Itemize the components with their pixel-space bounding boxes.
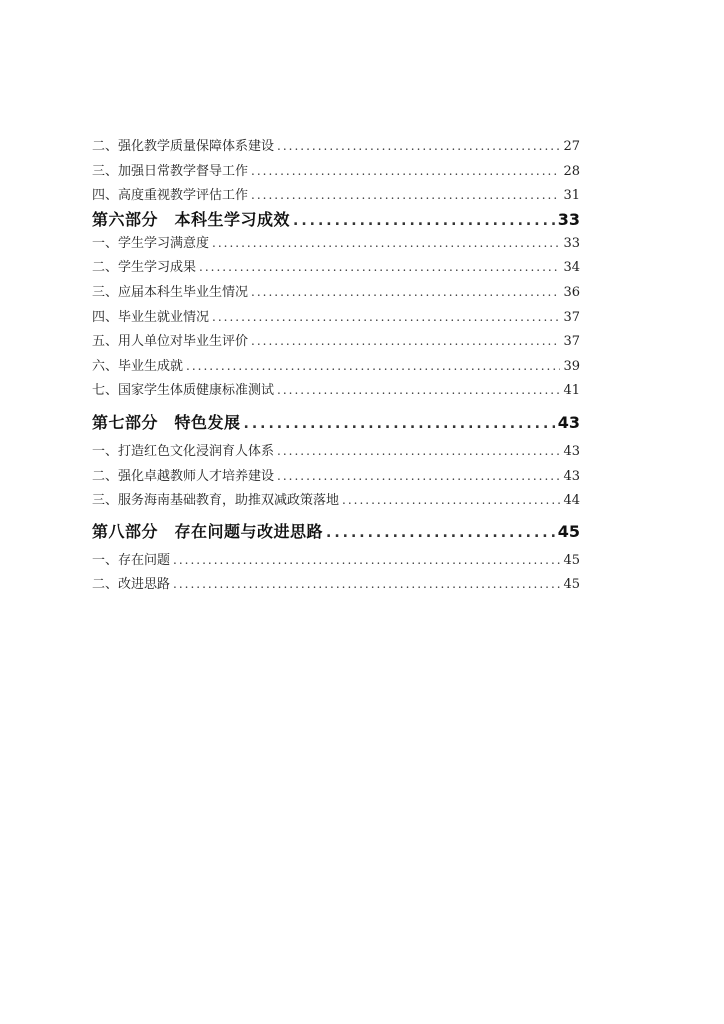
toc-entry-page: 44 xyxy=(563,493,580,509)
section-title: 第六部分 本科生学习成效 xyxy=(92,209,291,229)
toc-entry-title: 一、打造红色文化浸润育人体系 xyxy=(92,443,275,459)
dot-leader xyxy=(173,572,560,597)
toc-entry-title: 七、国家学生体质健康标准测试 xyxy=(92,383,275,399)
dot-leader xyxy=(244,410,555,438)
toc-entry-page: 37 xyxy=(563,309,580,325)
dot-leader xyxy=(326,519,555,547)
dot-leader xyxy=(251,159,560,184)
toc-entry[interactable] xyxy=(92,159,580,184)
toc-entry[interactable] xyxy=(92,572,580,597)
toc-entry[interactable] xyxy=(92,464,580,489)
toc-entry[interactable] xyxy=(92,439,580,464)
dot-leader xyxy=(212,305,560,330)
dot-leader xyxy=(251,280,560,305)
toc-entry[interactable] xyxy=(92,231,580,256)
toc-entry[interactable] xyxy=(92,134,580,159)
toc-entry[interactable] xyxy=(92,329,580,354)
toc-entry[interactable] xyxy=(92,378,580,403)
toc-entry-page: 31 xyxy=(563,188,580,204)
toc-entry-page: 28 xyxy=(563,163,580,179)
dot-leader xyxy=(293,210,555,233)
toc-section-heading[interactable] xyxy=(92,518,580,546)
dot-leader xyxy=(173,548,560,573)
section-page: 45 xyxy=(557,521,580,541)
toc-entry[interactable] xyxy=(92,548,580,573)
section-page: 33 xyxy=(557,209,580,229)
toc-section-heading[interactable] xyxy=(92,208,580,231)
toc-entry[interactable] xyxy=(92,305,580,330)
dot-leader xyxy=(277,439,560,464)
dot-leader xyxy=(251,329,560,354)
toc-entry-title: 二、学生学习成果 xyxy=(92,260,197,276)
toc-entry[interactable] xyxy=(92,280,580,305)
dot-leader xyxy=(342,488,560,513)
toc-section-heading[interactable] xyxy=(92,409,580,437)
toc-entry-page: 45 xyxy=(563,552,580,568)
toc-entry[interactable] xyxy=(92,183,580,208)
toc-entry-title: 二、强化教学质量保障体系建设 xyxy=(92,139,275,154)
toc-entry-title: 三、服务海南基础教育，助推双减政策落地 xyxy=(92,493,340,509)
toc-entry-title: 二、改进思路 xyxy=(92,577,171,593)
section-page: 43 xyxy=(557,412,580,432)
toc-entry[interactable] xyxy=(92,255,580,280)
toc-entry-page: 43 xyxy=(563,468,580,484)
toc-entry-title: 一、存在问题 xyxy=(92,552,171,568)
toc-entry-title: 三、加强日常教学督导工作 xyxy=(92,163,249,179)
toc-entry-page: 33 xyxy=(563,235,580,251)
toc-entry-page: 45 xyxy=(563,577,580,593)
toc-entry-page: 41 xyxy=(563,383,580,399)
table-of-contents xyxy=(92,134,580,597)
toc-entry[interactable] xyxy=(92,488,580,513)
toc-entry-title: 四、高度重视教学评估工作 xyxy=(92,188,249,204)
toc-entry-title: 一、学生学习满意度 xyxy=(92,235,210,251)
dot-leader xyxy=(186,354,560,379)
toc-entry-title: 二、强化卓越教师人才培养建设 xyxy=(92,468,275,484)
toc-entry-page: 37 xyxy=(563,334,580,350)
toc-entry[interactable] xyxy=(92,354,580,379)
dot-leader xyxy=(251,183,560,208)
toc-entry-page: 39 xyxy=(563,358,580,374)
dot-leader xyxy=(199,255,560,280)
section-title: 第八部分 存在问题与改进思路 xyxy=(92,521,324,541)
dot-leader xyxy=(212,231,560,256)
toc-entry-title: 四、毕业生就业情况 xyxy=(92,309,210,325)
toc-entry-page: 36 xyxy=(563,284,580,300)
toc-entry-page: 27 xyxy=(563,139,580,154)
toc-entry-title: 三、应届本科生毕业生情况 xyxy=(92,284,249,300)
toc-entry-page: 34 xyxy=(563,260,580,276)
dot-leader xyxy=(277,464,560,489)
toc-entry-title: 六、毕业生成就 xyxy=(92,358,184,374)
dot-leader xyxy=(277,378,560,403)
toc-entry-title: 五、用人单位对毕业生评价 xyxy=(92,334,249,350)
dot-leader xyxy=(277,134,560,159)
section-title: 第七部分 特色发展 xyxy=(92,412,241,432)
toc-entry-page: 43 xyxy=(563,443,580,459)
